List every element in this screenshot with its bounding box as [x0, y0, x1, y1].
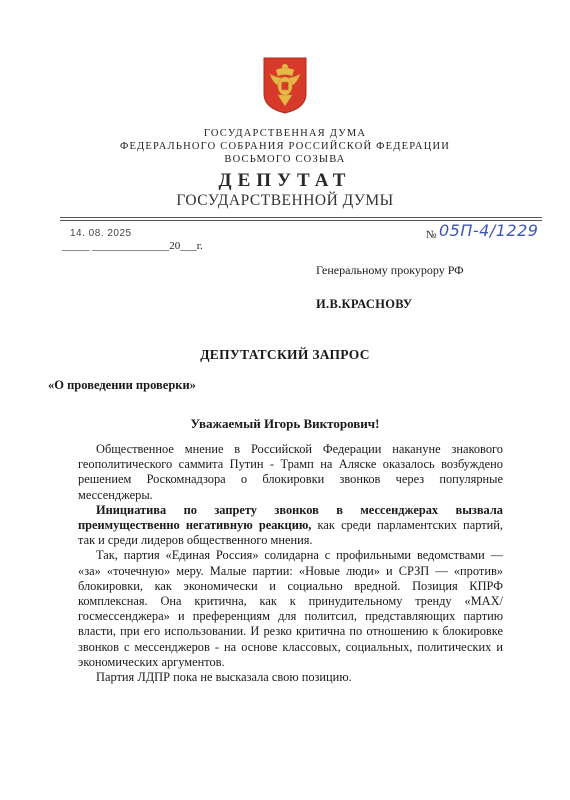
- greeting: Уважаемый Игорь Викторович!: [190, 416, 380, 431]
- paragraph-3: Так, партия «Единая Россия» солидарна с профильными ведомствами — «за» «точечную» меру. Малые партии: «Новые люди» и СРЗП — «против» блокировки, как экономически и социально вредной. Позиция КПРФ комплексная. Она критична, как к принудительному тренду «МАХ/госмессенджера» и преференциям для политсил, представляющих партию власти, при его использовании. И резко критична по отношению к блокировке звонков с мессенджеров - на основе классовых, социальных, политических и экономических аргументов.: [78, 548, 503, 669]
- document-body: [78, 442, 503, 685]
- header-line-federal-assembly: ФЕДЕРАЛЬНОГО СОБРАНИЯ РОССИЙСКОЙ ФЕДЕРАЦИИ: [119, 141, 451, 152]
- paragraph-2-bold: Инициатива по запрету звонков в мессенджерах вызвала преимущественно негативную реакцию,: [78, 502, 503, 533]
- header-line-duma: ГОСУДАРСТВЕННАЯ ДУМА: [203, 128, 367, 139]
- document-subject: «О проведении проверки»: [48, 378, 196, 392]
- addressee-position: Генеральному прокурору РФ: [316, 263, 464, 277]
- paragraph-4: Партия ЛДПР пока не высказала свою позицию.: [96, 670, 352, 685]
- coat-of-arms-icon: [262, 56, 308, 114]
- header-divider-top: [60, 217, 542, 218]
- paragraph-2: [78, 503, 503, 549]
- header-subtitle: ГОСУДАРСТВЕННОЙ ДУМЫ: [176, 192, 394, 209]
- document-title: ДЕПУТАТСКИЙ ЗАПРОС: [200, 347, 370, 362]
- header-line-convocation: ВОСЬМОГО СОЗЫВА: [224, 154, 346, 165]
- paragraph-2-rest: как среди парламентских партий, так и среди лидеров общественного мнения.: [78, 518, 503, 548]
- addressee-name: И.В.КРАСНОВУ: [316, 297, 413, 311]
- registration-number: 05П-4/1229: [439, 221, 539, 240]
- paragraph-1: Общественное мнение в Российской Федерации накануне знакового геополитического саммита Путин - Трамп на Аляске оказалось возбуждено решением Роскомнадзора о блокировки звонков через популярные мессенджеры.: [78, 442, 503, 502]
- header-title: ДЕПУТАТ: [218, 170, 352, 191]
- date-line: _____ ______________20___г.: [62, 240, 203, 252]
- stamp-date: 14. 08. 2025: [70, 228, 132, 239]
- number-prefix: №: [426, 229, 437, 241]
